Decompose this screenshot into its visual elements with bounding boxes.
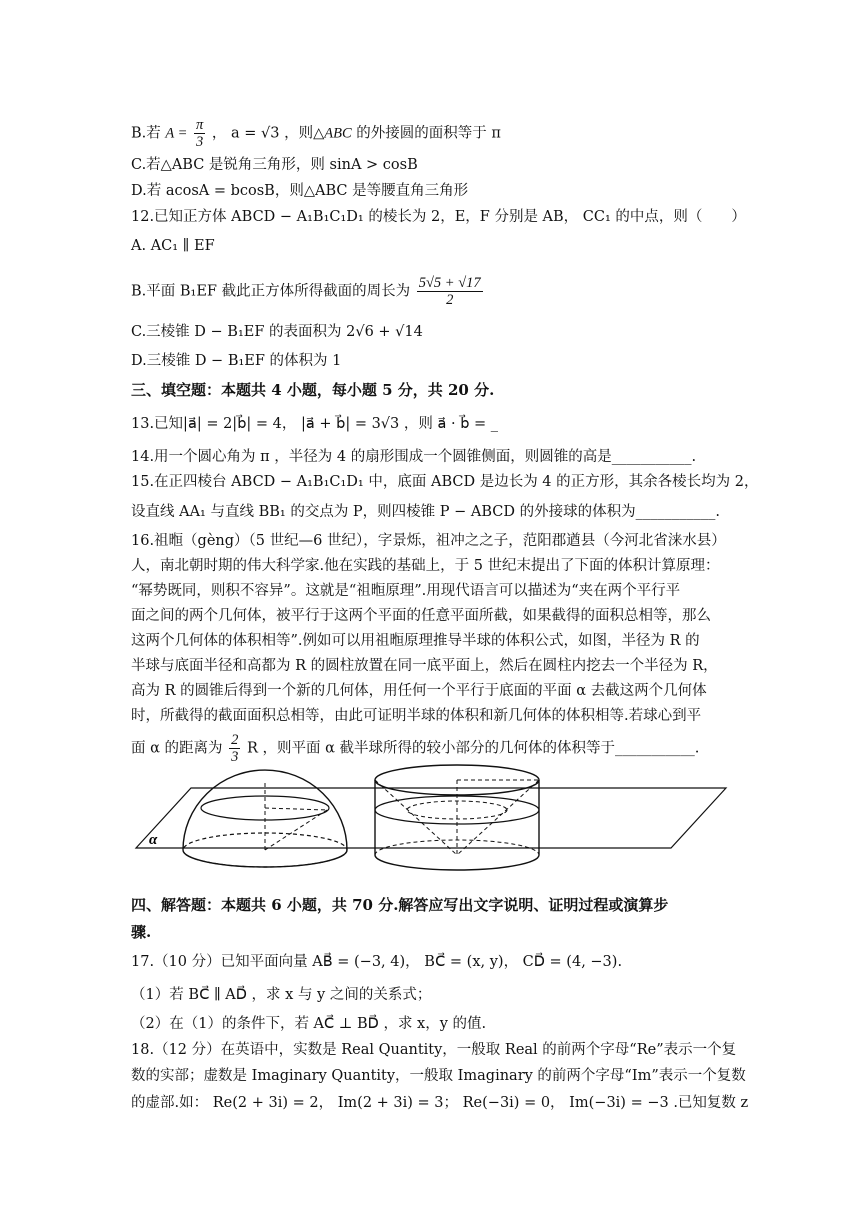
q11-option-b-mid: ， a = √3 ，则△ bbox=[211, 125, 325, 142]
q16-frac-den: 3 bbox=[231, 749, 239, 765]
q17-part-1: （1）若 BC⃗ ∥ AD⃗ ，求 x 与 y 之间的关系式； bbox=[131, 987, 432, 1003]
q16-line-7: 高为 R 的圆锥后得到一个新的几何体，用任何一个平行于底面的平面 α 去截这两个几何体 bbox=[131, 683, 707, 699]
q16-line-8: 时，所截得的截面面积总相等，由此可证明半球的体积和新几何体的体积相等.若球心到平 bbox=[131, 708, 702, 724]
q11-option-b-abc: ABC bbox=[324, 125, 352, 142]
q16-line-2: 人，南北朝时期的伟大科学家.他在实践的基础上，于 5 世纪末提出了下面的体积计算原理： bbox=[131, 558, 720, 574]
q17-stem: 17.（10 分）已知平面向量 AB⃗ = (−3, 4)， BC⃗ = (x, y)， CD⃗ = (4, −3). bbox=[131, 954, 623, 970]
section-4-title-line-2: 骤. bbox=[131, 923, 152, 941]
cylinder-base-front bbox=[375, 855, 539, 870]
section-4-title-line-1: 四、解答题：本题共 6 小题，共 70 分.解答应写出文字说明、证明过程或演算步 bbox=[131, 896, 669, 914]
q12-option-b bbox=[131, 275, 485, 308]
q12-b-num: 5√5 + √17 bbox=[418, 275, 481, 291]
q12-option-d: D.三棱锥 D − B₁EF 的体积为 1 bbox=[131, 353, 342, 369]
q11-option-b bbox=[131, 117, 501, 150]
q16-line-9-suffix: R ，则平面 α 截半球所得的较小部分的几何体的体积等于___________. bbox=[246, 740, 700, 757]
q16-line-9-prefix: 面 α 的距离为 bbox=[131, 740, 223, 757]
q15-line-2: 设直线 AA₁ 与直线 BB₁ 的交点为 P，则四棱锥 P − ABCD 的外接球的体积为___________. bbox=[131, 504, 720, 520]
q11-option-c: C.若△ABC 是锐角三角形，则 sinA > cosB bbox=[131, 157, 418, 173]
hemisphere-cylinder-figure bbox=[131, 760, 731, 884]
q12-option-b-fraction bbox=[417, 275, 483, 308]
q11-option-b-suffix: 的外接圆的面积等于 π bbox=[356, 125, 501, 142]
q11-option-d: D.若 acosA = bcosB，则△ABC 是等腰直角三角形 bbox=[131, 183, 469, 199]
q12-option-a: A. AC₁ ∥ EF bbox=[131, 238, 215, 254]
q12-stem: 12.已知正方体 ABCD − A₁B₁C₁D₁ 的棱长为 2，E，F 分别是 AB， CC₁ 的中点，则（ ） bbox=[131, 209, 746, 225]
section-radius bbox=[265, 808, 327, 810]
q12-option-b-prefix: B.平面 B₁EF 截此正方体所得截面的周长为 bbox=[131, 283, 411, 300]
q14-text: 14.用一个圆心角为 π ，半径为 4 的扇形围成一个圆锥侧面，则圆锥的高是___________. bbox=[131, 449, 697, 465]
q16-line-4: 面之间的两个几何体，被平行于这两个平面的任意平面所截，如果截得的面积总相等，那么 bbox=[131, 608, 711, 624]
hemisphere-base-front bbox=[183, 850, 347, 867]
q16-line-5: 这两个几何体的体积相等”.例如可以用祖暅原理推导半球的体积公式，如图，半径为 R 的 bbox=[131, 633, 700, 649]
q12-b-den: 2 bbox=[446, 292, 454, 308]
q12-option-c: C.三棱锥 D − B₁EF 的表面积为 2√6 + √14 bbox=[131, 324, 423, 340]
q11-option-b-fraction bbox=[194, 117, 205, 150]
q18-line-1: 18.（12 分）在英语中，实数是 Real Quantity，一般取 Real 的前两个字母“Re”表示一个复 bbox=[131, 1042, 737, 1058]
q11-option-b-prefix: B.若 bbox=[131, 125, 161, 142]
q16-line-1: 16.祖暅（gèng）（5 世纪—6 世纪），字景烁，祖冲之之子，范阳郡遒县（今河北省涞水县） bbox=[131, 533, 726, 549]
q16-line-3: “幂势既同，则积不容异”。这就是“祖暅原理”.用现代语言可以描述为“夹在两个平行平 bbox=[131, 583, 681, 599]
hemisphere-radius bbox=[265, 810, 327, 850]
q13-text: 13.已知|a⃗| = 2|b⃗| = 4， |a⃗ + b⃗| = 3√3 ，则 a⃗ · b⃗ = _ bbox=[131, 416, 499, 432]
q11-b-den: 3 bbox=[196, 134, 204, 150]
figure-svg bbox=[131, 760, 731, 880]
section-3-title: 三、填空题：本题共 4 小题，每小题 5 分，共 20 分. bbox=[131, 381, 495, 399]
q16-line-6: 半球与底面半径和高都为 R 的圆柱放置在同一底平面上，然后在圆柱内挖去一个半径为 R， bbox=[131, 658, 718, 674]
q18-line-3: 的虚部.如： Re(2 + 3i) = 2， Im(2 + 3i) = 3； Re(−3i) = 0， Im(−3i) = −3 .已知复数 z bbox=[131, 1095, 749, 1111]
q11-b-num: π bbox=[196, 117, 204, 133]
q18-line-2: 数的实部；虚数是 Imaginary Quantity，一般取 Imaginary 的前两个字母“Im”表示一个复数 bbox=[131, 1068, 746, 1084]
q15-line-1: 15.在正四棱台 ABCD − A₁B₁C₁D₁ 中，底面 ABCD 是边长为 4 的正方形，其余各棱长均为 2， bbox=[131, 474, 759, 490]
q16-frac-num: 2 bbox=[231, 732, 239, 748]
plane-alpha-label: α bbox=[149, 832, 158, 848]
q11-option-b-var: A = bbox=[165, 125, 188, 142]
q17-part-2: （2）在（1）的条件下，若 AC⃗ ⊥ BD⃗ ，求 x，y 的值. bbox=[131, 1016, 487, 1032]
